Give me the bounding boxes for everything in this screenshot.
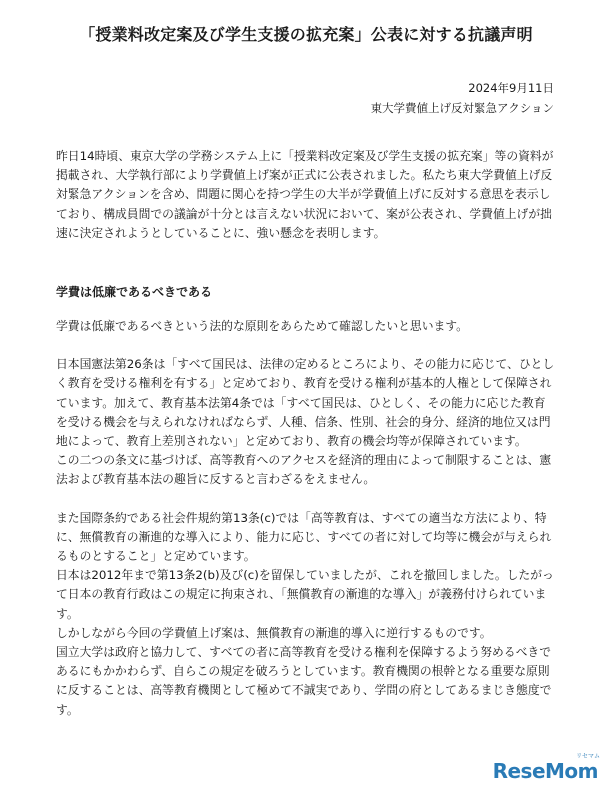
section-body: [56, 317, 556, 720]
organization-name: 東大学費値上げ反対緊急アクション: [370, 101, 554, 115]
paragraph-3d: 国立大学は政府と協力して、すべての者に高等教育を受ける権利を保障するよう努めるべきであるにもかかわらず、自らこの規定を破ろうとしています。教育機関の根幹となる重要な原則に反することは、高等教育機関として極めて不誠実であり、学問の府としてあるまじき態度です。: [56, 645, 552, 717]
paragraph-3b: 日本は2012年まで第13条2(b)及び(c)を留保していましたが、これを撤回しました。したがって日本の教育行政はこの規定に拘束され、「無償教育の漸進的な導入」が義務付けられています。: [56, 568, 554, 621]
statement-date: 2024年9月11日: [468, 81, 554, 95]
intro-text: 昨日14時頃、東京大学の学務システム上に「授業料改定案及び学生支援の拡充案」等の資料が掲載され、大学執行部により学費値上げ案が正式に公表されました。私たち東大学費値上げ反対緊急アクションを含め、問題に関心を持つ学生の大半が学費値上げに反対する意思を表示しており、構成員間での議論が十分とは言えない状況において、案が公表され、学費値上げが拙速に決定されようとしていることに、強い懸念を表明します。: [56, 149, 554, 240]
paragraph-2a: 日本国憲法第26条は「すべて国民は、法律の定めるところにより、その能力に応じて、ひとしく教育を受ける権利を有する」と定めており、教育を受ける権利が基本的人権として保障されています。加えて、教育基本法第4条では「すべて国民は、ひとしく、その能力に応じた教育を受ける機会を与えられなければならず、人種、信条、性別、社会的身分、経済的地位又は門地によって、教育上差別されない」と定めており、教育の機会均等が保障されています。: [56, 357, 555, 449]
watermark-subtext: リセマム: [576, 753, 600, 760]
paragraph-2b: この二つの条文に基づけば、高等教育へのアクセスを経済的理由によって制限することは、憲法および教育基本法の趣旨に反すると言わざるをえません。: [56, 453, 552, 487]
paragraph-1: 学費は低廉であるべきという法的な原則をあらためて確認したいと思います。: [56, 319, 468, 333]
page-title: 「授業料改定案及び学生支援の拡充案」公表に対する抗議声明: [79, 25, 533, 44]
paragraph-3a: また国際条約である社会件規約第13条(c)では「高等教育は、すべての適当な方法により、特に、無償教育の漸進的な導入により、能力に応じ、すべての者に対して均等に機会が与えられるものとすること」と定めています。: [56, 510, 552, 564]
resemom-logo: ReseMom: [492, 759, 598, 783]
section-heading: 学費は低廉であるべきである: [56, 285, 213, 299]
intro-paragraph: [56, 147, 556, 243]
paragraph-3c: しかしながら今回の学費値上げ案は、無償教育の漸進的導入に逆行するものです。: [56, 625, 492, 640]
